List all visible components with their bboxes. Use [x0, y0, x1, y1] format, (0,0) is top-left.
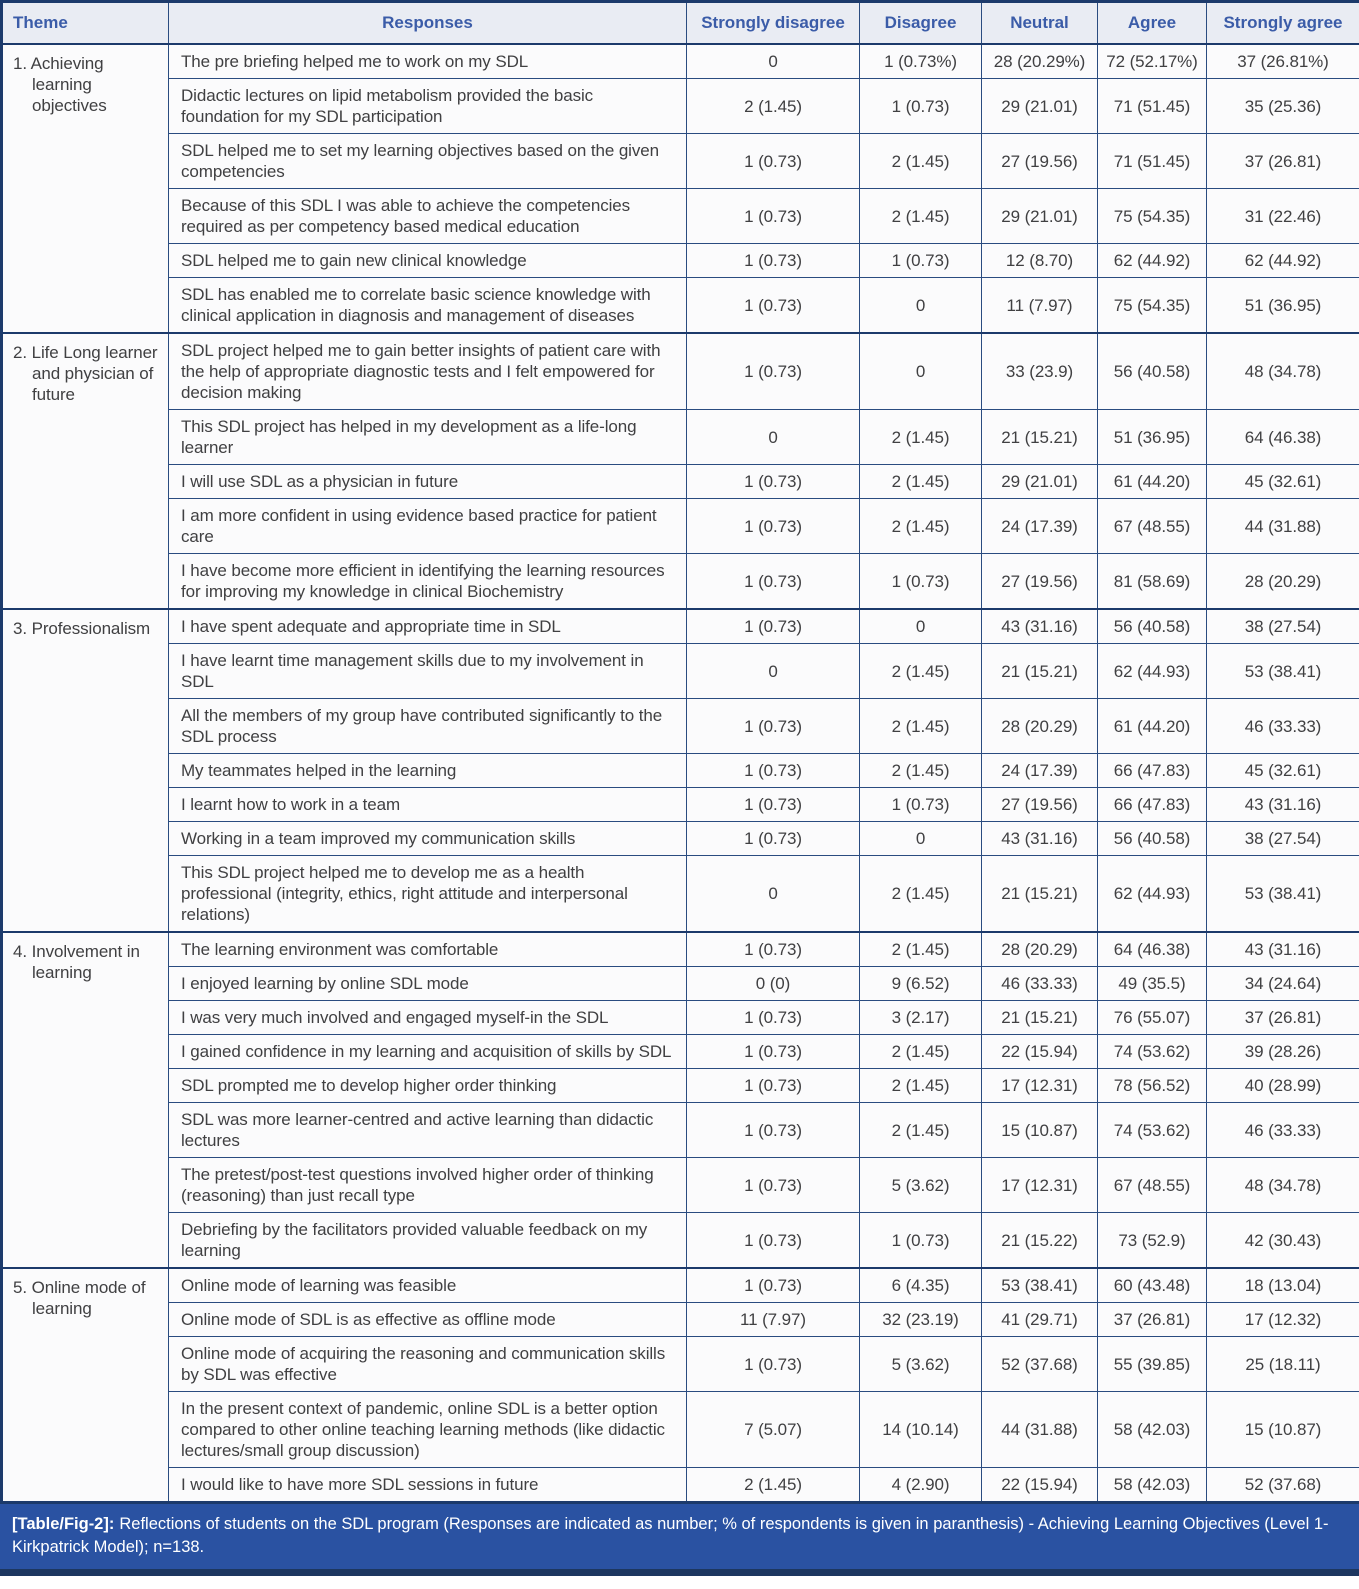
- header-row: [2, 2, 1359, 45]
- value-cell: 48 (34.78): [1207, 333, 1359, 410]
- value-cell: 53 (38.41): [1207, 856, 1359, 933]
- value-cell: 15 (10.87): [982, 1103, 1098, 1158]
- value-cell: 2 (1.45): [860, 856, 982, 933]
- value-cell: 0: [687, 410, 860, 465]
- response-cell: I enjoyed learning by online SDL mode: [169, 967, 687, 1001]
- theme-label: 5. Online mode of learning: [13, 1278, 146, 1318]
- response-cell: All the members of my group have contributed significantly to the SDL process: [169, 699, 687, 754]
- value-cell: 12 (8.70): [982, 244, 1098, 278]
- table-caption-label: [Table/Fig-2]:: [12, 1515, 115, 1533]
- table-row: [2, 1069, 1359, 1103]
- value-cell: 7 (5.07): [687, 1392, 860, 1468]
- table-row: [2, 499, 1359, 554]
- value-cell: 41 (29.71): [982, 1303, 1098, 1337]
- value-cell: 17 (12.31): [982, 1158, 1098, 1213]
- value-cell: 48 (34.78): [1207, 1158, 1359, 1213]
- response-cell: The learning environment was comfortable: [169, 932, 687, 967]
- value-cell: 37 (26.81%): [1207, 44, 1359, 79]
- table-row: [2, 1468, 1359, 1503]
- value-cell: 53 (38.41): [982, 1268, 1098, 1303]
- value-cell: 62 (44.92): [1098, 244, 1207, 278]
- value-cell: 78 (56.52): [1098, 1069, 1207, 1103]
- table-row: [2, 1337, 1359, 1392]
- value-cell: 2 (1.45): [860, 189, 982, 244]
- response-cell: Didactic lectures on lipid metabolism provided the basic foundation for my SDL participation: [169, 79, 687, 134]
- value-cell: 46 (33.33): [1207, 699, 1359, 754]
- table-row: [2, 609, 1359, 644]
- value-cell: 1 (0.73): [687, 1213, 860, 1269]
- table-row: [2, 1158, 1359, 1213]
- value-cell: 0: [687, 856, 860, 933]
- table-row: [2, 465, 1359, 499]
- value-cell: 2 (1.45): [860, 1035, 982, 1069]
- column-header-disagree: Disagree: [860, 2, 982, 45]
- value-cell: 74 (53.62): [1098, 1035, 1207, 1069]
- value-cell: 1 (0.73): [687, 932, 860, 967]
- value-cell: 72 (52.17%): [1098, 44, 1207, 79]
- response-cell: SDL helped me to set my learning objectives based on the given competencies: [169, 134, 687, 189]
- value-cell: 1 (0.73): [687, 699, 860, 754]
- value-cell: 2 (1.45): [860, 134, 982, 189]
- value-cell: 37 (26.81): [1207, 134, 1359, 189]
- value-cell: 46 (33.33): [1207, 1103, 1359, 1158]
- column-header-strongly-agree: Strongly agree: [1207, 2, 1359, 45]
- value-cell: 42 (30.43): [1207, 1213, 1359, 1269]
- theme-cell: [2, 609, 169, 932]
- column-header-theme: Theme: [2, 2, 169, 45]
- table-row: [2, 644, 1359, 699]
- value-cell: 1 (0.73): [687, 499, 860, 554]
- value-cell: 2 (1.45): [860, 699, 982, 754]
- table-row: [2, 189, 1359, 244]
- response-cell: SDL helped me to gain new clinical knowledge: [169, 244, 687, 278]
- value-cell: 22 (15.94): [982, 1035, 1098, 1069]
- value-cell: 18 (13.04): [1207, 1268, 1359, 1303]
- response-cell: The pretest/post-test questions involved higher order of thinking (reasoning) than just recall type: [169, 1158, 687, 1213]
- theme-label: 1. Achieving learning objectives: [13, 54, 107, 115]
- table-row: [2, 554, 1359, 610]
- value-cell: 17 (12.31): [982, 1069, 1098, 1103]
- value-cell: 1 (0.73): [687, 822, 860, 856]
- value-cell: 51 (36.95): [1098, 410, 1207, 465]
- value-cell: 22 (15.94): [982, 1468, 1098, 1503]
- response-cell: SDL was more learner-centred and active learning than didactic lectures: [169, 1103, 687, 1158]
- value-cell: 2 (1.45): [860, 932, 982, 967]
- table-row: [2, 278, 1359, 334]
- response-cell: I am more confident in using evidence based practice for patient care: [169, 499, 687, 554]
- column-header-responses: Responses: [169, 2, 687, 45]
- value-cell: 58 (42.03): [1098, 1392, 1207, 1468]
- response-cell: Online mode of SDL is as effective as offline mode: [169, 1303, 687, 1337]
- theme-cell: [2, 1268, 169, 1503]
- table-row: [2, 822, 1359, 856]
- table-row: [2, 1213, 1359, 1269]
- value-cell: 2 (1.45): [687, 79, 860, 134]
- value-cell: 1 (0.73): [687, 1337, 860, 1392]
- value-cell: 45 (32.61): [1207, 754, 1359, 788]
- value-cell: 44 (31.88): [982, 1392, 1098, 1468]
- response-cell: Working in a team improved my communication skills: [169, 822, 687, 856]
- column-header-neutral: Neutral: [982, 2, 1098, 45]
- value-cell: 2 (1.45): [687, 1468, 860, 1503]
- response-cell: SDL has enabled me to correlate basic science knowledge with clinical application in diagnosis and management of diseases: [169, 278, 687, 334]
- table-row: [2, 1268, 1359, 1303]
- value-cell: 2 (1.45): [860, 644, 982, 699]
- value-cell: 55 (39.85): [1098, 1337, 1207, 1392]
- response-cell: I learnt how to work in a team: [169, 788, 687, 822]
- value-cell: 0: [860, 822, 982, 856]
- table-row: [2, 1103, 1359, 1158]
- response-cell: Debriefing by the facilitators provided valuable feedback on my learning: [169, 1213, 687, 1269]
- value-cell: 66 (47.83): [1098, 788, 1207, 822]
- value-cell: 28 (20.29): [982, 932, 1098, 967]
- value-cell: 37 (26.81): [1098, 1303, 1207, 1337]
- value-cell: 38 (27.54): [1207, 822, 1359, 856]
- value-cell: 2 (1.45): [860, 1103, 982, 1158]
- table-row: [2, 1035, 1359, 1069]
- value-cell: 71 (51.45): [1098, 134, 1207, 189]
- value-cell: 31 (22.46): [1207, 189, 1359, 244]
- value-cell: 56 (40.58): [1098, 822, 1207, 856]
- value-cell: 34 (24.64): [1207, 967, 1359, 1001]
- value-cell: 43 (31.16): [1207, 932, 1359, 967]
- table-row: [2, 788, 1359, 822]
- response-cell: Online mode of learning was feasible: [169, 1268, 687, 1303]
- value-cell: 40 (28.99): [1207, 1069, 1359, 1103]
- response-cell: Because of this SDL I was able to achieve the competencies required as per competency based medical education: [169, 189, 687, 244]
- value-cell: 2 (1.45): [860, 410, 982, 465]
- value-cell: 1 (0.73): [687, 1035, 860, 1069]
- value-cell: 62 (44.92): [1207, 244, 1359, 278]
- response-cell: This SDL project has helped in my development as a life-long learner: [169, 410, 687, 465]
- value-cell: 81 (58.69): [1098, 554, 1207, 610]
- value-cell: 14 (10.14): [860, 1392, 982, 1468]
- value-cell: 21 (15.21): [982, 1001, 1098, 1035]
- response-cell: I gained confidence in my learning and acquisition of skills by SDL: [169, 1035, 687, 1069]
- value-cell: 24 (17.39): [982, 754, 1098, 788]
- response-cell: I will use SDL as a physician in future: [169, 465, 687, 499]
- table-row: [2, 1303, 1359, 1337]
- value-cell: 0: [687, 44, 860, 79]
- value-cell: 0: [687, 644, 860, 699]
- value-cell: 60 (43.48): [1098, 1268, 1207, 1303]
- value-cell: 38 (27.54): [1207, 609, 1359, 644]
- theme-cell: [2, 932, 169, 1268]
- value-cell: 24 (17.39): [982, 499, 1098, 554]
- value-cell: 1 (0.73): [860, 244, 982, 278]
- value-cell: 45 (32.61): [1207, 465, 1359, 499]
- value-cell: 1 (0.73): [687, 554, 860, 610]
- value-cell: 1 (0.73): [687, 1103, 860, 1158]
- table-row: [2, 333, 1359, 410]
- value-cell: 61 (44.20): [1098, 699, 1207, 754]
- value-cell: 1 (0.73): [687, 189, 860, 244]
- value-cell: 1 (0.73): [687, 609, 860, 644]
- value-cell: 2 (1.45): [860, 754, 982, 788]
- value-cell: 0: [860, 609, 982, 644]
- value-cell: 21 (15.21): [982, 644, 1098, 699]
- theme-label: 2. Life Long learner and physician of future: [13, 343, 158, 404]
- value-cell: 71 (51.45): [1098, 79, 1207, 134]
- value-cell: 61 (44.20): [1098, 465, 1207, 499]
- response-cell: Online mode of acquiring the reasoning and communication skills by SDL was effective: [169, 1337, 687, 1392]
- value-cell: 35 (25.36): [1207, 79, 1359, 134]
- response-cell: This SDL project helped me to develop me as a health professional (integrity, ethics, right attitude and interpersonal relations): [169, 856, 687, 933]
- value-cell: 1 (0.73): [687, 1158, 860, 1213]
- value-cell: 17 (12.32): [1207, 1303, 1359, 1337]
- value-cell: 33 (23.9): [982, 333, 1098, 410]
- value-cell: 0 (0): [687, 967, 860, 1001]
- value-cell: 1 (0.73): [860, 788, 982, 822]
- value-cell: 43 (31.16): [982, 609, 1098, 644]
- table-row: [2, 410, 1359, 465]
- value-cell: 9 (6.52): [860, 967, 982, 1001]
- table-row: [2, 699, 1359, 754]
- value-cell: 1 (0.73): [687, 1268, 860, 1303]
- value-cell: 28 (20.29): [1207, 554, 1359, 610]
- value-cell: 15 (10.87): [1207, 1392, 1359, 1468]
- value-cell: 1 (0.73): [687, 134, 860, 189]
- value-cell: 5 (3.62): [860, 1158, 982, 1213]
- value-cell: 58 (42.03): [1098, 1468, 1207, 1503]
- column-header-agree: Agree: [1098, 2, 1207, 45]
- value-cell: 27 (19.56): [982, 788, 1098, 822]
- value-cell: 66 (47.83): [1098, 754, 1207, 788]
- value-cell: 52 (37.68): [982, 1337, 1098, 1392]
- table-row: [2, 754, 1359, 788]
- table-row: [2, 856, 1359, 933]
- value-cell: 2 (1.45): [860, 499, 982, 554]
- table-row: [2, 1392, 1359, 1468]
- table-body: [2, 44, 1359, 1503]
- value-cell: 6 (4.35): [860, 1268, 982, 1303]
- value-cell: 43 (31.16): [982, 822, 1098, 856]
- value-cell: 11 (7.97): [982, 278, 1098, 334]
- value-cell: 64 (46.38): [1207, 410, 1359, 465]
- value-cell: 1 (0.73): [687, 465, 860, 499]
- response-cell: I would like to have more SDL sessions in future: [169, 1468, 687, 1503]
- value-cell: 5 (3.62): [860, 1337, 982, 1392]
- table-row: [2, 967, 1359, 1001]
- value-cell: 0: [860, 278, 982, 334]
- response-cell: My teammates helped in the learning: [169, 754, 687, 788]
- table-caption: [0, 1504, 1359, 1576]
- value-cell: 76 (55.07): [1098, 1001, 1207, 1035]
- table-row: [2, 79, 1359, 134]
- value-cell: 46 (33.33): [982, 967, 1098, 1001]
- value-cell: 49 (35.5): [1098, 967, 1207, 1001]
- value-cell: 0: [860, 333, 982, 410]
- theme-cell: [2, 333, 169, 609]
- value-cell: 32 (23.19): [860, 1303, 982, 1337]
- theme-label: 4. Involvement in learning: [13, 942, 140, 982]
- value-cell: 2 (1.45): [860, 465, 982, 499]
- value-cell: 39 (28.26): [1207, 1035, 1359, 1069]
- value-cell: 64 (46.38): [1098, 932, 1207, 967]
- value-cell: 1 (0.73): [860, 1213, 982, 1269]
- value-cell: 37 (26.81): [1207, 1001, 1359, 1035]
- value-cell: 1 (0.73): [687, 333, 860, 410]
- value-cell: 56 (40.58): [1098, 333, 1207, 410]
- value-cell: 75 (54.35): [1098, 189, 1207, 244]
- value-cell: 29 (21.01): [982, 79, 1098, 134]
- value-cell: 21 (15.21): [982, 410, 1098, 465]
- value-cell: 75 (54.35): [1098, 278, 1207, 334]
- value-cell: 1 (0.73%): [860, 44, 982, 79]
- value-cell: 28 (20.29): [982, 699, 1098, 754]
- value-cell: 3 (2.17): [860, 1001, 982, 1035]
- value-cell: 11 (7.97): [687, 1303, 860, 1337]
- value-cell: 21 (15.21): [982, 856, 1098, 933]
- value-cell: 51 (36.95): [1207, 278, 1359, 334]
- value-cell: 21 (15.22): [982, 1213, 1098, 1269]
- response-cell: I was very much involved and engaged myself-in the SDL: [169, 1001, 687, 1035]
- value-cell: 62 (44.93): [1098, 856, 1207, 933]
- value-cell: 56 (40.58): [1098, 609, 1207, 644]
- table-caption-text: Reflections of students on the SDL program (Responses are indicated as number; % of respondents is given in paranthesis) - Achieving Learning Objectives (Level 1-Kirkpatrick Model); n=138.: [12, 1515, 1329, 1556]
- response-cell: SDL prompted me to develop higher order thinking: [169, 1069, 687, 1103]
- value-cell: 29 (21.01): [982, 465, 1098, 499]
- value-cell: 27 (19.56): [982, 134, 1098, 189]
- value-cell: 1 (0.73): [860, 554, 982, 610]
- value-cell: 53 (38.41): [1207, 644, 1359, 699]
- value-cell: 1 (0.73): [860, 79, 982, 134]
- theme-cell: [2, 44, 169, 333]
- value-cell: 44 (31.88): [1207, 499, 1359, 554]
- value-cell: 43 (31.16): [1207, 788, 1359, 822]
- table-row: [2, 44, 1359, 79]
- value-cell: 62 (44.93): [1098, 644, 1207, 699]
- theme-label: 3. Professionalism: [13, 619, 151, 638]
- value-cell: 1 (0.73): [687, 788, 860, 822]
- response-cell: I have become more efficient in identifying the learning resources for improving my knowledge in clinical Biochemistry: [169, 554, 687, 610]
- response-cell: I have spent adequate and appropriate time in SDL: [169, 609, 687, 644]
- value-cell: 28 (20.29%): [982, 44, 1098, 79]
- value-cell: 25 (18.11): [1207, 1337, 1359, 1392]
- value-cell: 67 (48.55): [1098, 1158, 1207, 1213]
- value-cell: 1 (0.73): [687, 244, 860, 278]
- response-cell: SDL project helped me to gain better insights of patient care with the help of appropriate diagnostic tests and I felt empowered for decision making: [169, 333, 687, 410]
- table-row: [2, 134, 1359, 189]
- value-cell: 67 (48.55): [1098, 499, 1207, 554]
- value-cell: 29 (21.01): [982, 189, 1098, 244]
- response-cell: In the present context of pandemic, online SDL is a better option compared to other online teaching learning methods (like didactic lectures/small group discussion): [169, 1392, 687, 1468]
- value-cell: 4 (2.90): [860, 1468, 982, 1503]
- value-cell: 52 (37.68): [1207, 1468, 1359, 1503]
- table-row: [2, 244, 1359, 278]
- response-cell: I have learnt time management skills due to my involvement in SDL: [169, 644, 687, 699]
- value-cell: 27 (19.56): [982, 554, 1098, 610]
- column-header-strongly-disagree: Strongly disagree: [687, 2, 860, 45]
- response-cell: The pre briefing helped me to work on my SDL: [169, 44, 687, 79]
- table-row: [2, 1001, 1359, 1035]
- value-cell: 2 (1.45): [860, 1069, 982, 1103]
- value-cell: 1 (0.73): [687, 278, 860, 334]
- table-row: [2, 932, 1359, 967]
- value-cell: 1 (0.73): [687, 754, 860, 788]
- value-cell: 1 (0.73): [687, 1001, 860, 1035]
- value-cell: 1 (0.73): [687, 1069, 860, 1103]
- value-cell: 73 (52.9): [1098, 1213, 1207, 1269]
- value-cell: 74 (53.62): [1098, 1103, 1207, 1158]
